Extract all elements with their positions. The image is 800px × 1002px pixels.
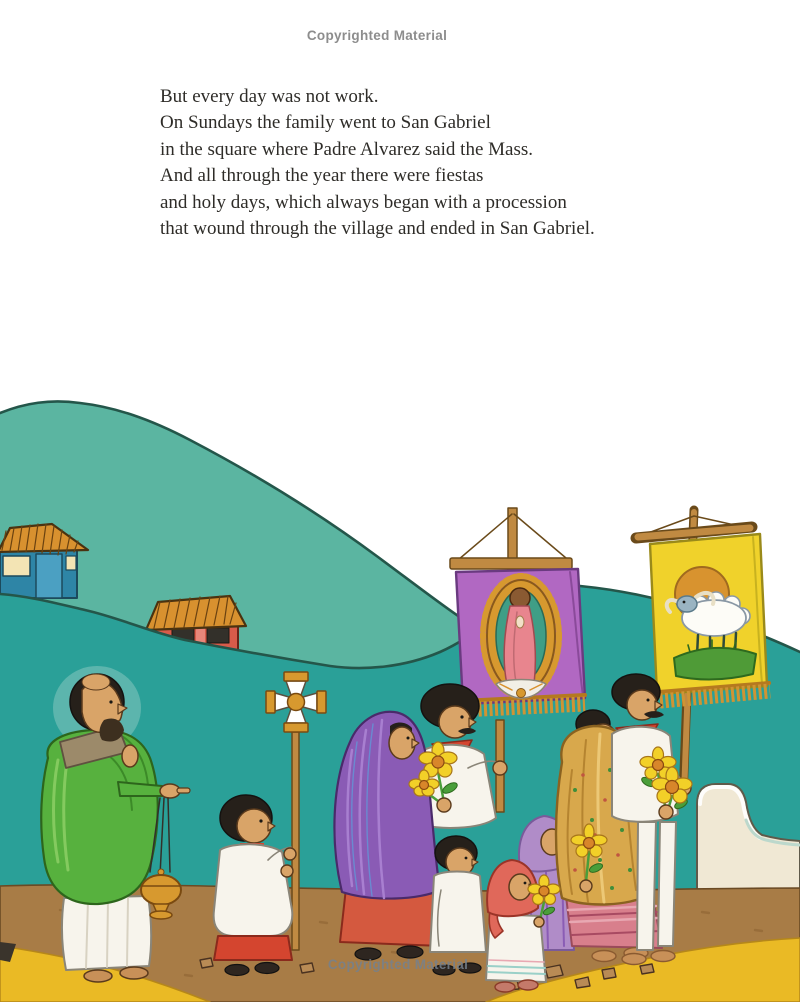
story-line-2: On Sundays the family went to San Gabriel xyxy=(160,112,491,134)
virgin-of-guadalupe xyxy=(483,576,559,698)
story-text-block xyxy=(160,84,595,242)
story-line-4: And all through the year there were fiestas xyxy=(160,165,484,187)
story-line-6: that wound through the village and ended in San Gabriel. xyxy=(160,218,595,240)
story-line-5: and holy days, which always began with a procession xyxy=(160,191,567,213)
illustration-canvas xyxy=(0,390,800,1002)
story-line-1: But every day was not work. xyxy=(160,86,379,107)
copyright-notice-bottom: Copyrighted Material xyxy=(327,957,469,972)
procession-illustration xyxy=(0,390,800,1002)
story-line-3: in the square where Padre Alvarez said the Mass. xyxy=(160,138,534,160)
copyright-notice-top: Copyrighted Material xyxy=(306,28,448,43)
